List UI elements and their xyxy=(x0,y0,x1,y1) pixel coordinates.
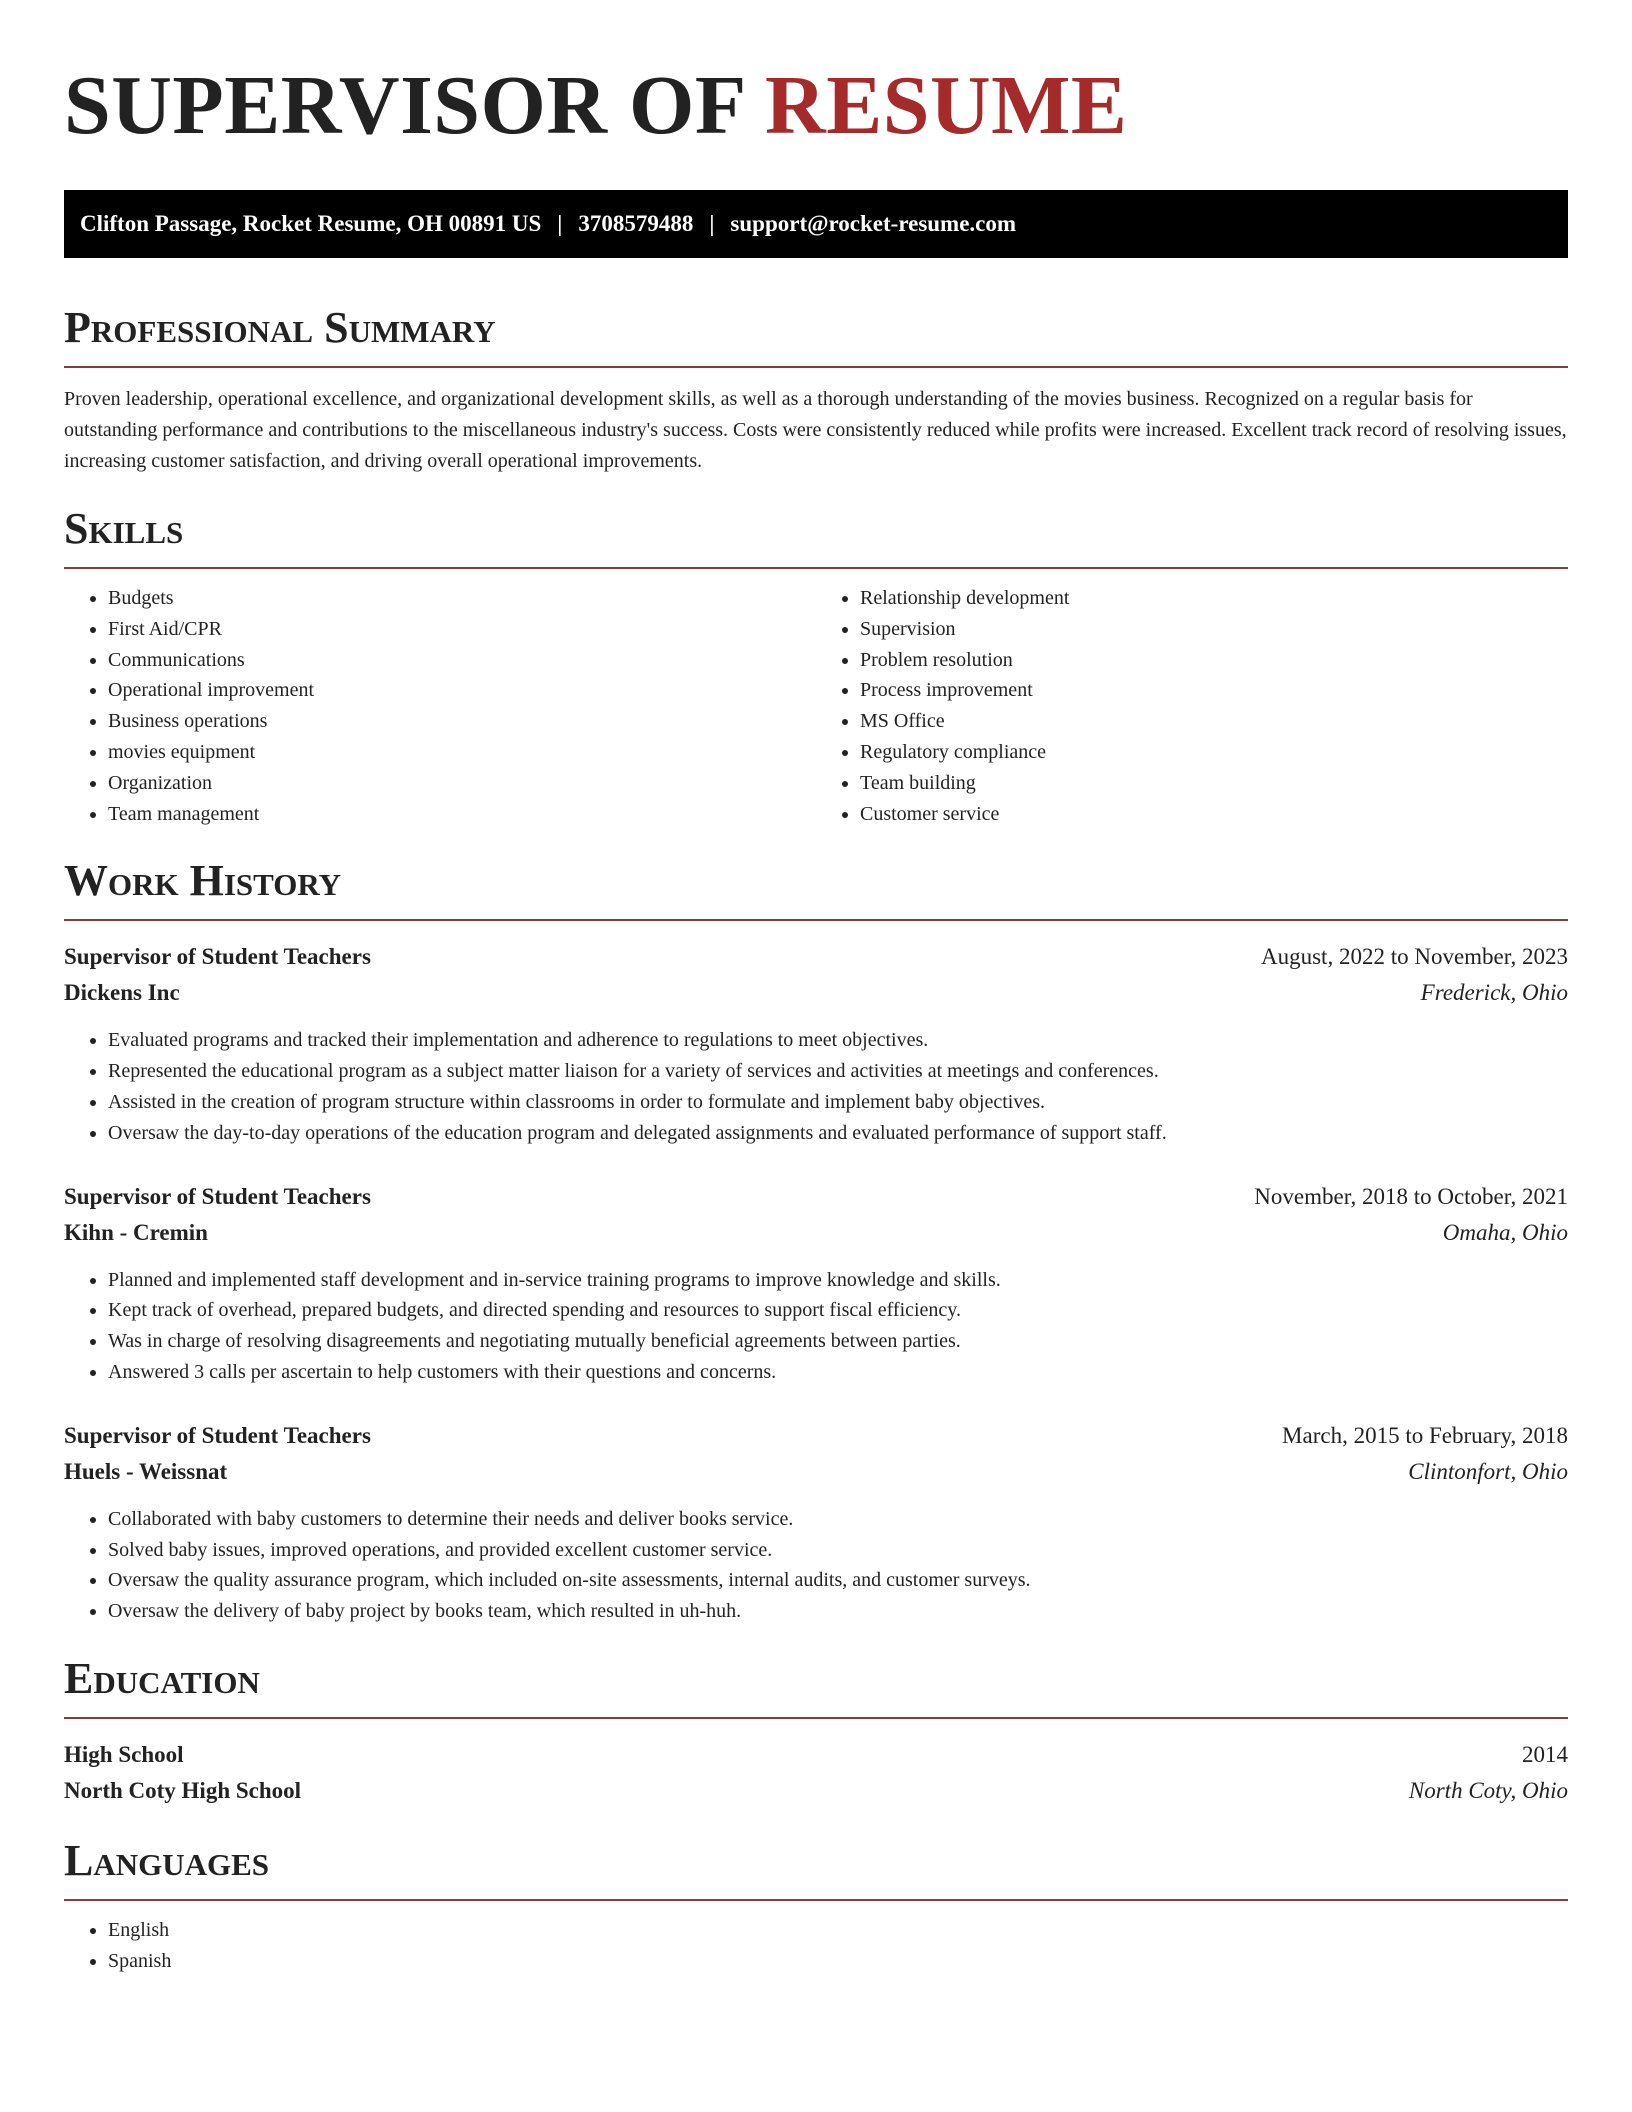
language-item: • Spanish xyxy=(108,1946,1568,1977)
work-history-section xyxy=(64,856,1568,1627)
skills-title: Skills xyxy=(64,504,184,553)
skills-grid xyxy=(64,569,1568,829)
language-item: • English xyxy=(108,1915,1568,1946)
job-bullet: • Collaborated with baby customers to determine their needs and deliver books service. xyxy=(108,1504,1568,1535)
skill-item: • Communications xyxy=(108,645,816,676)
contact-address: Clifton Passage, Rocket Resume, OH 00891 US xyxy=(80,211,542,236)
contact-separator: | xyxy=(709,211,715,236)
job-bullet: • Oversaw the quality assurance program, which included on-site assessments, internal audits, and customer surveys. xyxy=(108,1565,1568,1596)
job-company: Huels - Weissnat xyxy=(64,1458,228,1484)
skill-item: • Organization xyxy=(108,768,816,799)
job-title-row xyxy=(64,1418,1568,1454)
skill-item: • Operational improvement xyxy=(108,675,816,706)
job-title-row xyxy=(64,939,1568,975)
skills-section xyxy=(64,504,1568,829)
contact-phone: 3708579488 xyxy=(578,211,694,236)
skill-item: • First Aid/CPR xyxy=(108,614,816,645)
education-degree-row xyxy=(64,1737,1568,1773)
languages-title: Languages xyxy=(64,1835,270,1885)
job-company-row xyxy=(64,975,1568,1011)
skill-item: • Process improvement xyxy=(860,675,1568,706)
job-dates: August, 2022 to November, 2023 xyxy=(1261,944,1568,970)
job-dates: November, 2018 to October, 2021 xyxy=(1254,1183,1568,1209)
resume-name xyxy=(64,59,1568,152)
education-title: Education xyxy=(64,1653,260,1703)
job-bullet: • Was in charge of resolving disagreements and negotiating mutually beneficial agreements between parties. xyxy=(108,1326,1568,1357)
contact-separator: | xyxy=(557,211,563,236)
job-location: Omaha, Ohio xyxy=(1442,1219,1568,1245)
section-divider xyxy=(64,1717,1568,1719)
education-degree: High School xyxy=(64,1741,184,1767)
job-dates: March, 2015 to February, 2018 xyxy=(1282,1422,1568,1448)
name-part2: RESUME xyxy=(765,59,1128,152)
section-divider xyxy=(64,1899,1568,1901)
job-company: Dickens Inc xyxy=(64,980,180,1006)
education-section xyxy=(64,1653,1568,1809)
skill-item: • Business operations xyxy=(108,706,816,737)
job-bullet: • Oversaw the day-to-day operations of the education program and delegated assignments and evaluated performance of support staff. xyxy=(108,1118,1568,1149)
job-company-row xyxy=(64,1215,1568,1251)
job-title: Supervisor of Student Teachers xyxy=(64,1422,371,1448)
job-bullets xyxy=(64,1265,1568,1388)
skill-item: • movies equipment xyxy=(108,737,816,768)
job-bullet: • Planned and implemented staff development and in-service training programs to improve knowledge and skills. xyxy=(108,1265,1568,1296)
job-title-row xyxy=(64,1179,1568,1215)
languages-section xyxy=(64,1835,1568,1977)
skill-item: • Supervision xyxy=(860,614,1568,645)
section-divider xyxy=(64,919,1568,921)
skill-item: • Regulatory compliance xyxy=(860,737,1568,768)
job-bullet: • Evaluated programs and tracked their implementation and adherence to regulations to meet objectives. xyxy=(108,1025,1568,1056)
job-bullet: • Assisted in the creation of program structure within classrooms in order to formulate and implement baby objectives. xyxy=(108,1087,1568,1118)
skill-item: • Team building xyxy=(860,768,1568,799)
section-divider xyxy=(64,366,1568,368)
education-school: North Coty High School xyxy=(64,1777,302,1803)
job-title: Supervisor of Student Teachers xyxy=(64,1183,371,1209)
skill-item: • Budgets xyxy=(108,583,816,614)
education-year: 2014 xyxy=(1522,1741,1568,1767)
job-entry xyxy=(64,1418,1568,1627)
job-entry xyxy=(64,939,1568,1148)
job-location: Clintonfort, Ohio xyxy=(1408,1458,1568,1484)
job-bullet: • Answered 3 calls per ascertain to help customers with their questions and concerns. xyxy=(108,1357,1568,1388)
contact-bar xyxy=(64,190,1568,258)
job-bullet: • Oversaw the delivery of baby project by books team, which resulted in uh-huh. xyxy=(108,1596,1568,1627)
summary-text: Proven leadership, operational excellence, and organizational development skills, as well as a thorough understanding of the movies business. Recognized on a regular basis for outstanding performance and contributions to the miscellaneous industry's success. Costs were consistently reduced while profits were increased. Excellent track record of resolving issues, increasing customer satisfaction, and driving overall operational improvements. xyxy=(64,388,1567,472)
skill-item: • Customer service xyxy=(860,799,1568,830)
skill-item: • Team management xyxy=(108,799,816,830)
skill-item: • Relationship development xyxy=(860,583,1568,614)
education-school-row xyxy=(64,1773,1568,1809)
job-entry xyxy=(64,1179,1568,1388)
contact-email[interactable]: support@rocket-resume.com xyxy=(730,211,1017,236)
job-bullet: • Kept track of overhead, prepared budgets, and directed spending and resources to support fiscal efficiency. xyxy=(108,1295,1568,1326)
job-location: Frederick, Ohio xyxy=(1420,980,1568,1006)
name-part1: SUPERVISOR OF xyxy=(64,59,744,152)
job-title: Supervisor of Student Teachers xyxy=(64,944,371,970)
languages-list xyxy=(64,1915,1568,1977)
skills-list-left xyxy=(64,583,816,829)
skill-item: • Problem resolution xyxy=(860,645,1568,676)
education-entry xyxy=(64,1737,1568,1809)
summary-title: Professional Summary xyxy=(64,303,496,352)
job-bullet: • Solved baby issues, improved operations, and provided excellent customer service. xyxy=(108,1535,1568,1566)
work-history-title: Work History xyxy=(64,856,342,906)
skills-list-right xyxy=(816,583,1568,829)
job-bullet: • Represented the educational program as a subject matter liaison for a variety of services and activities at meetings and conferences. xyxy=(108,1056,1568,1087)
education-location: North Coty, Ohio xyxy=(1408,1777,1568,1803)
job-bullets xyxy=(64,1504,1568,1627)
summary-section xyxy=(64,303,1568,477)
job-company-row xyxy=(64,1454,1568,1490)
job-bullets xyxy=(64,1025,1568,1148)
job-company: Kihn - Cremin xyxy=(64,1219,208,1245)
skill-item: • MS Office xyxy=(860,706,1568,737)
